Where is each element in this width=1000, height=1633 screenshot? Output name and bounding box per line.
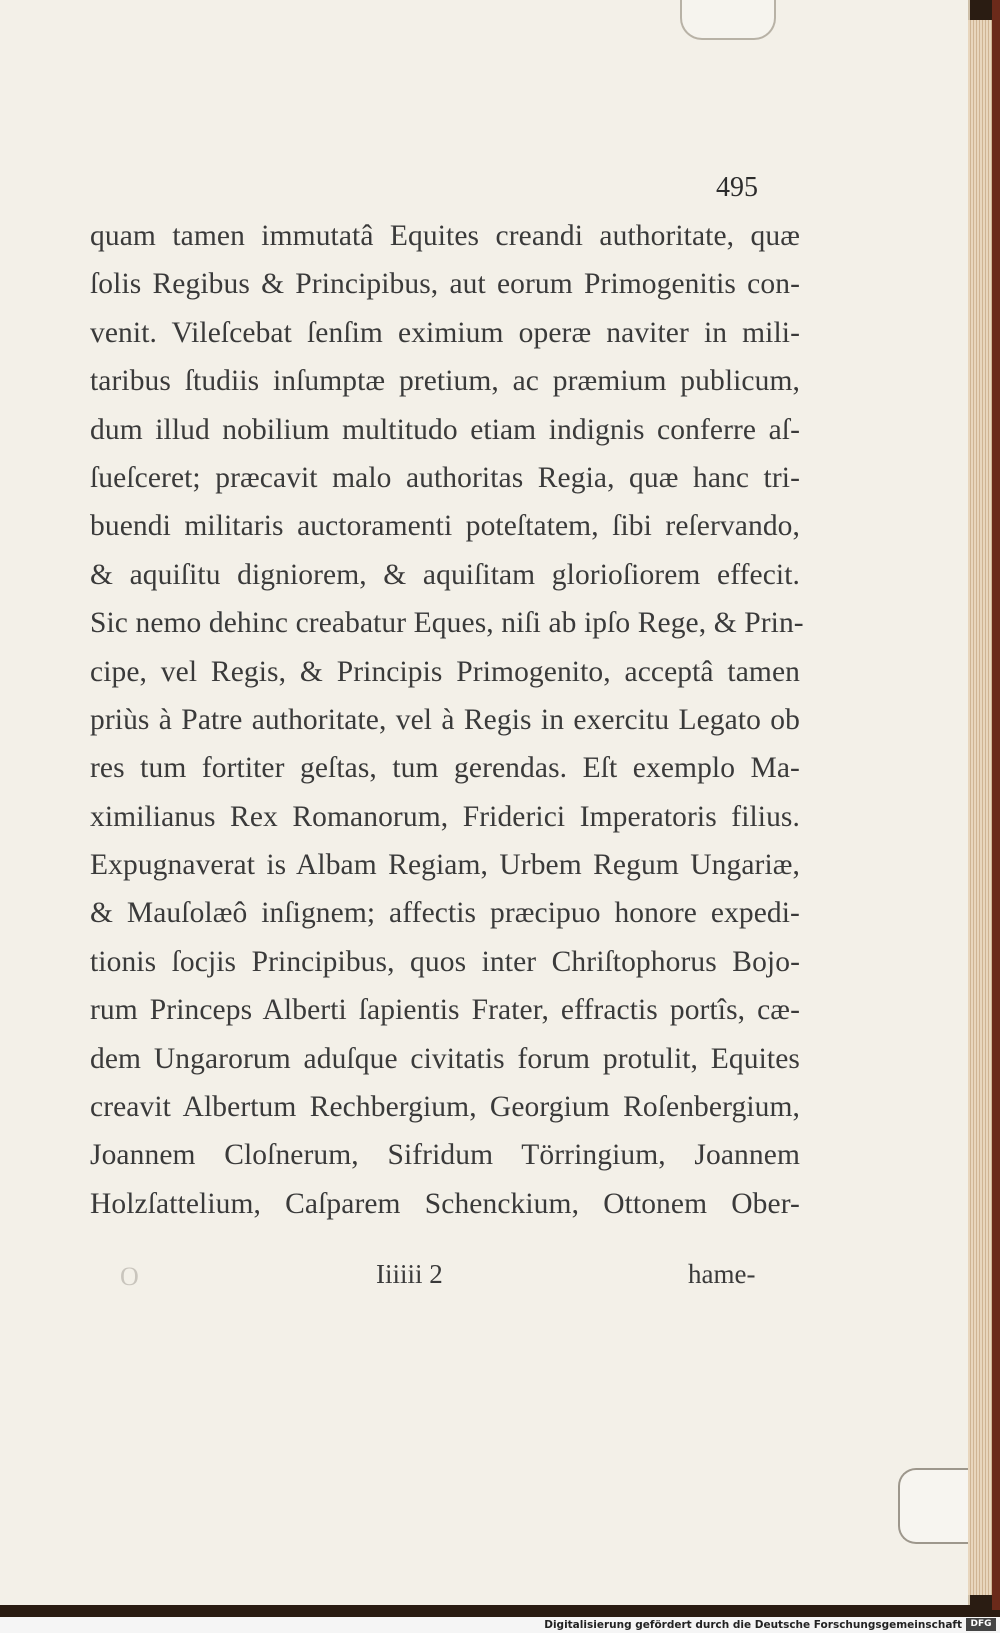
text-line: Holzſattelium, Caſparem Schenckium, Ottonem Ober- xyxy=(90,1187,800,1220)
text-line: priùs à Patre authoritate, vel à Regis in exercitu Legato ob xyxy=(90,703,800,736)
text-line: & aquiſitu digniorem, & aquiſitam glorioſiorem effecit. xyxy=(90,558,800,591)
top-bookmark-tab xyxy=(680,0,776,40)
text-line: quam tamen immutatâ Equites creandi authoritate, quæ xyxy=(90,220,800,252)
page-edges xyxy=(968,20,994,1595)
text-line: Expugnaverat is Albam Regiam, Urbem Regum Ungariæ, xyxy=(90,849,800,882)
text-line: & Mauſolæô inſignem; affectis præcipuo honore expedi- xyxy=(90,897,800,930)
text-line: Sic nemo dehinc creabatur Eques, niſi ab ipſo Rege, & Prin- xyxy=(90,607,804,640)
book-cover-edge xyxy=(992,0,1000,1610)
text-line: cipe, vel Regis, & Principis Primogenito, acceptâ tamen xyxy=(90,655,800,688)
text-line: res tum fortiter geſtas, tum gerendas. Eſt exemplo Ma- xyxy=(90,752,800,785)
text-line: dum illud nobilium multitudo etiam indignis conferre aſ- xyxy=(90,413,800,446)
text-line: rum Princeps Alberti ſapientis Frater, effractis portîs, cæ- xyxy=(90,994,800,1027)
side-bookmark-tab xyxy=(898,1468,978,1544)
digitization-credit: Digitalisierung gefördert durch die Deutsche Forschungsgemeinschaft xyxy=(544,1619,962,1631)
body-text xyxy=(90,212,804,1228)
text-line: Joannem Cloſnerum, Sifridum Törringium, Joannem xyxy=(90,1139,800,1172)
text-line: venit. Vileſcebat ſenſim eximium operæ naviter in mili- xyxy=(90,316,800,349)
text-line: buendi militaris auctoramenti poteſtatem, ſibi reſervando, xyxy=(90,510,800,543)
text-line: ſolis Regibus & Principibus, aut eorum Primogenitis con- xyxy=(90,268,800,301)
text-line: creavit Albertum Rechbergium, Georgium Roſenbergium, xyxy=(90,1091,800,1124)
signature-mark: Iiiiii 2 xyxy=(376,1259,443,1289)
text-line: taribus ſtudiis inſumptæ pretium, ac præmium publicum, xyxy=(90,365,800,398)
text-line: ſueſceret; præcavit malo authoritas Regia, quæ hanc tri- xyxy=(90,461,800,494)
digitization-credit-bar xyxy=(0,1617,1000,1633)
text-line: ximilianus Rex Romanorum, Friderici Imperatoris filius. xyxy=(90,800,800,833)
catchword: hame- xyxy=(688,1259,756,1289)
text-line: tionis ſocjis Principibus, quos inter Chriſtophorus Bojo- xyxy=(90,945,800,978)
bleed-through-text: O xyxy=(120,1262,139,1291)
text-line: dem Ungarorum aduſque civitatis forum protulit, Equites xyxy=(90,1042,800,1075)
page-number: 495 xyxy=(716,172,758,203)
dfg-logo-icon: DFG xyxy=(966,1618,996,1631)
